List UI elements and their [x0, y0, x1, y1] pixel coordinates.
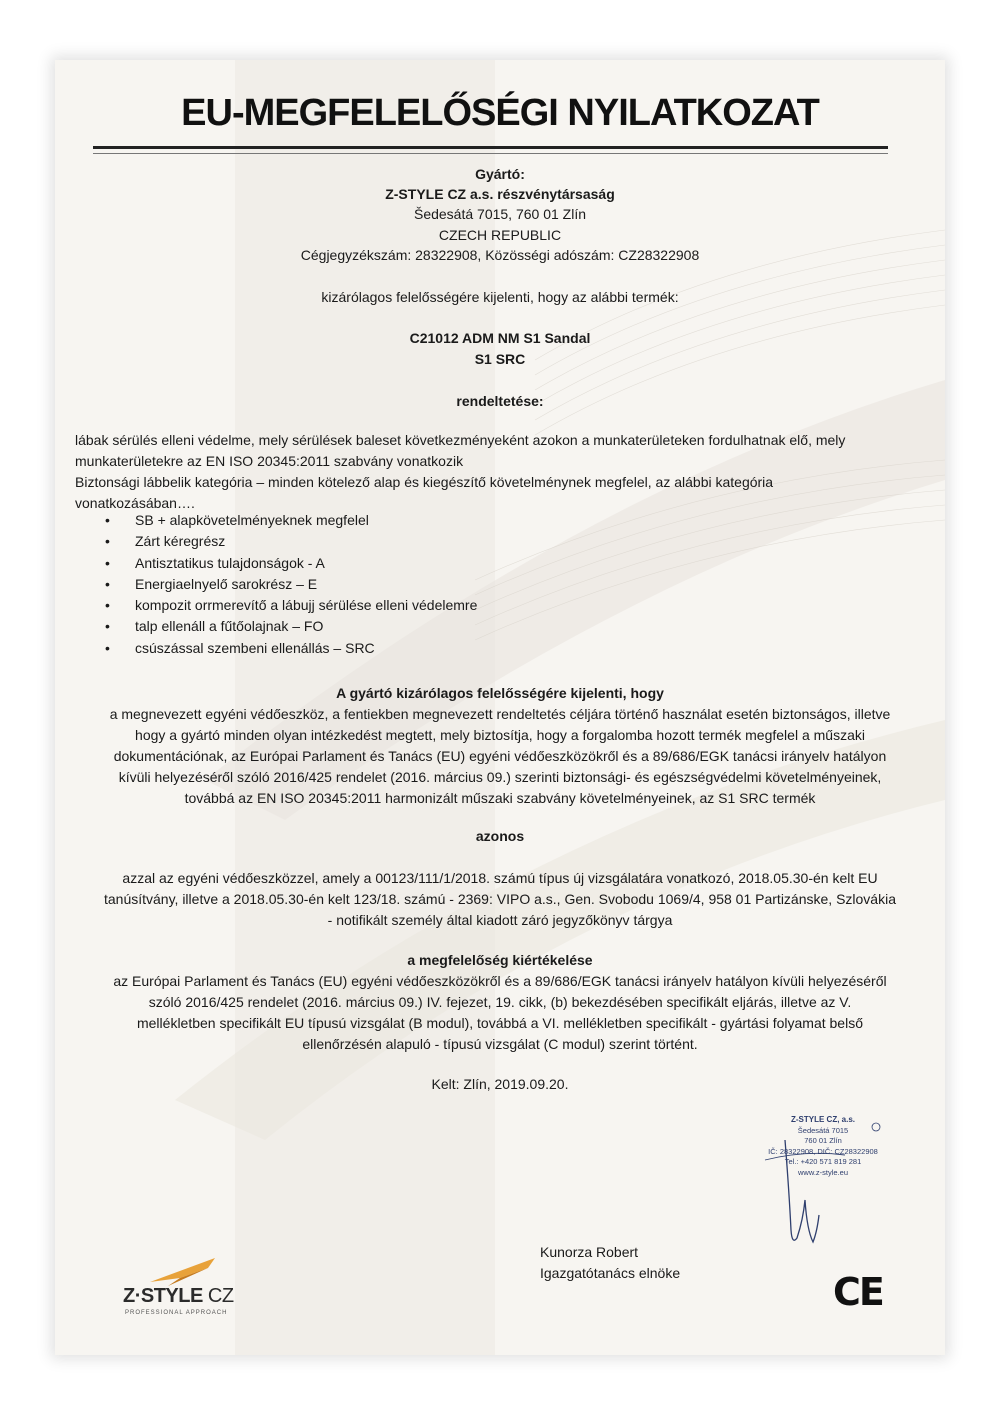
list-item: • kompozit orrmerevítő a lábujj sérülése elleni védelemre — [75, 595, 477, 616]
list-item: • SB + alapkövetelményeknek megfelel — [75, 510, 477, 531]
logo-tagline: PROFESSIONAL APPROACH — [125, 1310, 228, 1316]
product-class: S1 SRC — [474, 351, 526, 367]
bullet-icon: • — [105, 597, 110, 614]
declaration-intro: kizárólagos felelősségére kijelenti, hogy az alábbi termék: — [321, 289, 679, 305]
title-rule — [93, 146, 888, 149]
assessment-heading: a megfelelőség kiértékelése — [407, 952, 593, 968]
bullet-icon: • — [105, 512, 110, 528]
product-name: C21012 ADM NM S1 Sandal — [409, 330, 591, 346]
responsibility-text: a megnevezett egyéni védőeszköz, a fentiekben megnevezett rendeltetés céljára történő használat esetén biztonságos, illetve — [109, 706, 891, 722]
company-stamp: Z-STYLE CZ, a.s. Šedesátá 7015 760 01 Zlín IČ: 28322908, DIČ: CZ28322908 Tel.: +420 571 819 281 www.z-style.eu — [768, 1115, 878, 1177]
assessment-text: mellékletben specifikált EU típusú vizsgálat (B modul), továbbá a VI. mellékletben specifikált - gyártási folyamat belső — [136, 1015, 863, 1031]
identical-text: - notifikált személy által kiadott záró jegyzőkönyv tárgya — [327, 912, 673, 928]
document-title: EU-MEGFELELŐSÉGI NYILATKOZAT — [181, 92, 819, 134]
document-page — [55, 60, 945, 1355]
list-item: • Zárt kéregrész — [75, 531, 477, 552]
manufacturer-address: Šedesátá 7015, 760 01 Zlín — [413, 206, 587, 222]
issue-date: Kelt: Zlín, 2019.09.20. — [431, 1076, 569, 1092]
list-item: • csúszással szembeni ellenállás – SRC — [75, 638, 477, 659]
list-item: • Energiaelnyelő sarokrész – E — [75, 574, 477, 595]
purpose-text: vonatkozásában…. — [75, 495, 195, 511]
signatory-name: Kunorza Robert — [540, 1244, 639, 1260]
manufacturer-registration: Cégjegyzékszám: 28322908, Közösségi adószám: CZ28322908 — [300, 247, 700, 263]
bullet-icon: • — [105, 618, 110, 635]
responsibility-text: kívüli helyezéséről szóló 2016/425 rendelet (2016. március 09.) szerinti biztonsági- és egészségvédelmi követelményeinek, — [118, 769, 882, 785]
responsibility-text: továbbá az EN ISO 20345:2011 harmonizált műszaki szabvány követelményeinek, az S1 SRC termék — [184, 790, 816, 806]
purpose-text: lábak sérülés elleni védelme, mely sérülések baleset következményeként azokon a munkaterületeken fordulhatnak elő, mely — [75, 432, 846, 448]
identical-text: azzal az egyéni védőeszközzel, amely a 00123/111/1/2018. számú típus új vizsgálatára vonatkozó, 2018.05.30-én kelt EU — [122, 870, 878, 886]
assessment-text: szóló 2016/425 rendelet (2016. március 09.) IV. fejezet, 19. cikk, (b) bekezdésében specifikált eljárás, illetve az V. — [148, 994, 852, 1010]
ce-mark: CE — [833, 1270, 883, 1314]
bullet-icon: • — [105, 575, 110, 592]
signatory-position: Igazgatótanács elnöke — [540, 1265, 681, 1281]
identical-text: tanúsítvány, illetve a 2018.05.30-én kelt 123/18. számú - 2369: VIPO a.s., Gen. Svobodu 1069/4, 958 01 Partizánske, Szlovákia — [103, 891, 896, 907]
title-rule-thin — [93, 153, 888, 154]
list-item: • talp ellenáll a fűtőolajnak – FO — [75, 616, 477, 637]
identical-heading: azonos — [475, 828, 525, 844]
purpose-heading: rendeltetése: — [456, 393, 544, 409]
signatory — [540, 1242, 680, 1284]
requirements-list — [75, 510, 477, 659]
list-item: • Antisztatikus tulajdonságok - A — [75, 553, 477, 574]
purpose-text: munkaterületekre az EN ISO 20345:2011 szabvány vonatkozik — [75, 453, 464, 469]
responsibility-heading: A gyártó kizárólagos felelősségére kijelenti, hogy — [336, 685, 664, 701]
purpose-text: Biztonsági lábbelik kategória – minden kötelező alap és kiegészítő követelménynek megfelel, az alábbi kategória — [75, 474, 774, 490]
bullet-icon: • — [105, 533, 110, 550]
manufacturer-name: Z-STYLE CZ a.s. részvénytársaság — [385, 186, 615, 202]
responsibility-text: hogy a gyártó minden olyan intézkedést megtett, mely biztosítja, hogy a forgalomba hozott termék megfelel a műszaki — [135, 727, 865, 743]
manufacturer-heading: Gyártó: — [475, 166, 525, 182]
bullet-icon: • — [105, 554, 110, 571]
assessment-text: ellenőrzésén alapuló - típusú vizsgálat (C modul) szerint történt. — [302, 1036, 698, 1052]
assessment-text: az Európai Parlament és Tanács (EU) egyéni védőeszközökről és a 89/686/EGK tanácsi irányelv hatályon kívüli helyezéséről — [113, 973, 887, 989]
logo-wordmark: Z·STYLE CZ — [123, 1285, 234, 1307]
handwritten-signature — [745, 1120, 895, 1250]
bullet-icon: • — [105, 639, 110, 656]
responsibility-text: dokumentációnak, az Európai Parlament és Tanács (EU) egyéni védőeszközökről és a 89/686/EGK tanácsi irányelv hatályon — [113, 748, 887, 764]
manufacturer-country: CZECH REPUBLIC — [438, 227, 562, 243]
